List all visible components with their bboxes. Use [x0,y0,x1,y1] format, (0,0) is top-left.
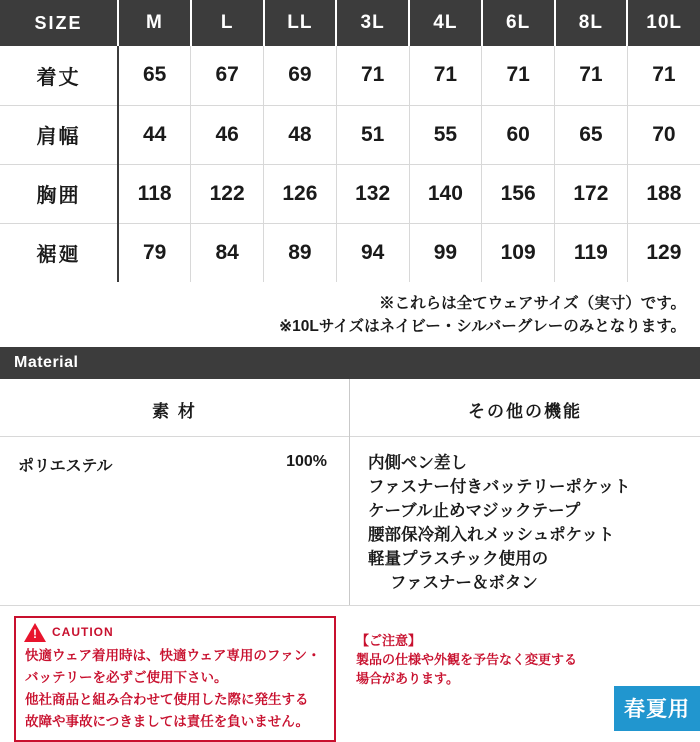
size-column-header-l: L [191,0,264,46]
material-section-title: Material [0,347,700,379]
list-item: ファスナー＆ボタン [390,573,538,592]
list-item: 軽量プラスチック使用の [368,549,549,568]
size-column-header-3l: 3L [336,0,409,46]
season-badge: 春夏用 [614,686,700,731]
cell-kitake-m: 65 [118,46,191,105]
cell-kyoui-8l: 172 [555,164,628,223]
row-label-kyoui: 胸囲 [0,164,118,223]
cell-kitake-3l: 71 [336,46,409,105]
caution-box [14,616,336,742]
cell-katahaba-6l: 60 [482,105,555,164]
list-item: ケーブル止めマジックテープ [368,501,581,520]
material-section [0,379,700,606]
material-percent: 100% [286,452,327,470]
warning-triangle-icon [24,623,46,642]
size-table [0,0,700,282]
disclaimer-title: 【ご注意】 [356,632,422,648]
caution-line-1: 快適ウェア着用時は、快適ウェア専用のファン・ [25,647,321,663]
caution-text [16,645,334,740]
cell-kitake-6l: 71 [482,46,555,105]
cell-kitake-ll: 69 [264,46,337,105]
size-table-header-label: SIZE [0,0,118,46]
caution-title: CAUTION [52,625,114,640]
cell-katahaba-l: 46 [191,105,264,164]
cell-katahaba-4l: 55 [409,105,482,164]
size-column-header-10l: 10L [627,0,700,46]
cell-kyoui-10l: 188 [627,164,700,223]
footer-area [0,606,700,731]
table-row [0,164,700,223]
caution-header [16,618,334,645]
cell-kitake-8l: 71 [555,46,628,105]
cell-susomawari-m: 79 [118,223,191,282]
table-row [0,223,700,282]
cell-katahaba-8l: 65 [555,105,628,164]
table-row [0,105,700,164]
table-row [0,46,700,105]
list-item: ファスナー付きバッテリーポケット [368,477,631,496]
caution-line-3: 他社商品と組み合わせて使用した際に発生する [25,691,309,707]
cell-susomawari-ll: 89 [264,223,337,282]
material-left-column [0,379,350,605]
features-header: その他の機能 [350,379,700,437]
size-column-header-6l: 6L [482,0,555,46]
cell-susomawari-4l: 99 [409,223,482,282]
size-column-header-4l: 4L [409,0,482,46]
cell-kyoui-l: 122 [191,164,264,223]
material-composition-row [0,437,349,476]
cell-kitake-4l: 71 [409,46,482,105]
material-right-column [350,379,700,605]
cell-kyoui-ll: 126 [264,164,337,223]
row-label-susomawari: 裾廻 [0,223,118,282]
cell-kitake-l: 67 [191,46,264,105]
material-left-header: 素 材 [0,379,349,437]
cell-susomawari-l: 84 [191,223,264,282]
cell-susomawari-6l: 109 [482,223,555,282]
list-item: 内側ペン差し [368,453,467,472]
warning-exclamation: ! [33,626,37,641]
size-note-2: ※10Lサイズはネイビー・シルバーグレーのみとなります。 [279,318,686,336]
size-column-header-m: M [118,0,191,46]
cell-katahaba-3l: 51 [336,105,409,164]
cell-kitake-10l: 71 [627,46,700,105]
row-label-katahaba: 肩幅 [0,105,118,164]
cell-kyoui-4l: 140 [409,164,482,223]
disclaimer-line-2: 場合があります。 [356,670,459,686]
cell-katahaba-ll: 48 [264,105,337,164]
cell-kyoui-3l: 132 [336,164,409,223]
size-note-1: ※これらは全てウェアサイズ（実寸）です。 [379,295,686,312]
size-column-header-8l: 8L [555,0,628,46]
size-column-header-ll: LL [264,0,337,46]
cell-kyoui-m: 118 [118,164,191,223]
caution-line-4: 故障や事故につきましては責任を負いません。 [25,713,310,729]
caution-line-2: バッテリーを必ずご使用下さい。 [25,669,228,685]
row-label-kitake: 着丈 [0,46,118,105]
cell-susomawari-10l: 129 [646,240,682,264]
material-name: ポリエステル [18,457,113,475]
cell-katahaba-10l: 70 [627,105,700,164]
cell-susomawari-3l: 94 [336,223,409,282]
cell-susomawari-8l: 119 [555,223,628,282]
disclaimer-line-1: 製品の仕様や外観を予告なく変更する [356,651,578,667]
disclaimer-text [356,632,596,689]
cell-katahaba-m: 44 [118,105,191,164]
cell-kyoui-6l: 156 [482,164,555,223]
list-item: 腰部保冷剤入れメッシュポケット [368,525,615,544]
feature-list [350,437,700,605]
size-notes [0,282,700,347]
size-table-header-row [0,0,700,46]
